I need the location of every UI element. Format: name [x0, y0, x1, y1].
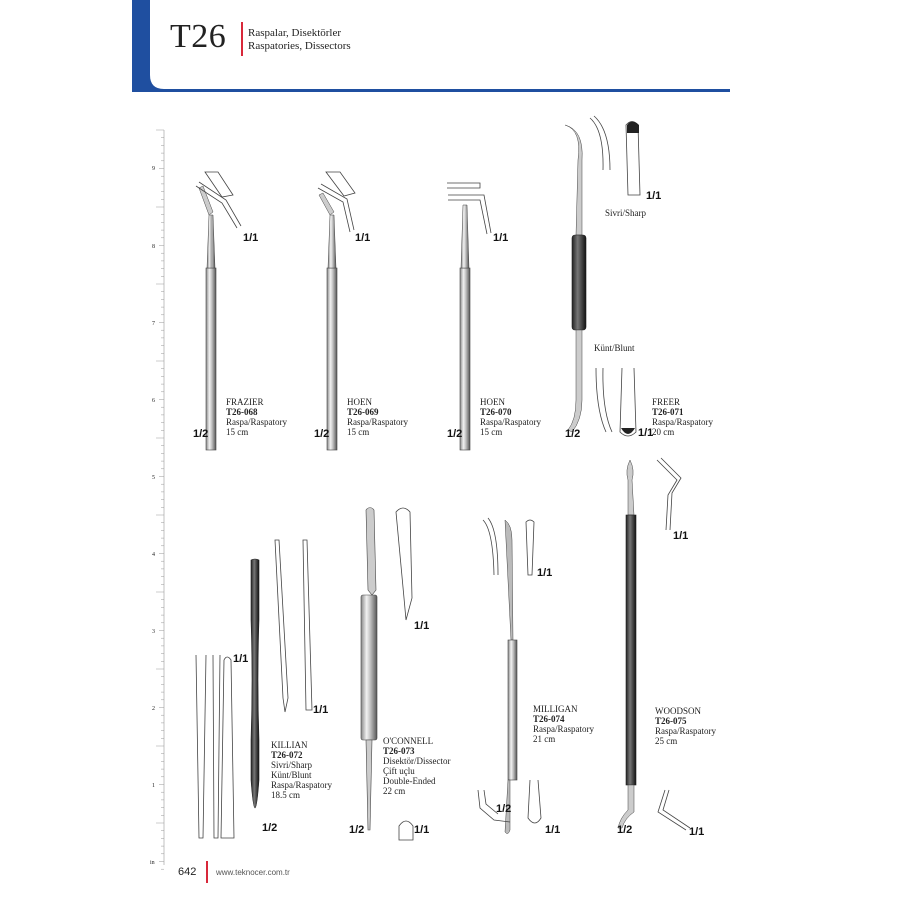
frazier-instrument	[199, 186, 216, 450]
product-name: HOEN	[480, 397, 505, 407]
killian-scale: 1/2	[262, 822, 278, 834]
product-length: 18.5 cm	[271, 790, 300, 800]
hoen-070-tip-detail	[447, 183, 491, 234]
freer-detail-scale: 1/1	[646, 190, 662, 202]
hoen-069-scale: 1/2	[314, 428, 330, 440]
product-name: WOODSON	[655, 706, 701, 716]
oconnell-detail-scale-1: 1/1	[414, 620, 430, 632]
killian-detail-scale-1: 1/1	[233, 653, 249, 665]
footer-divider	[206, 861, 208, 883]
product-length: 21 cm	[533, 734, 556, 744]
ruler-mark-4: 4	[152, 552, 155, 558]
oconnell-label	[383, 736, 451, 796]
footer-url[interactable]: www.teknocer.com.tr	[216, 868, 290, 877]
hoen-070-label	[480, 397, 541, 437]
product-name: KILLIAN	[271, 740, 308, 750]
frazier-detail-scale: 1/1	[243, 232, 259, 244]
product-line-3: Double-Ended	[383, 776, 436, 786]
product-length: 15 cm	[480, 427, 503, 437]
frazier-label	[226, 397, 287, 437]
freer-blunt-scale: 1/1	[638, 427, 654, 439]
product-length: 25 cm	[655, 736, 678, 746]
product-type: Raspa/Raspatory	[655, 726, 716, 736]
ruler-mark-1: 1	[152, 783, 155, 789]
product-type: Raspa/Raspatory	[480, 417, 541, 427]
page-number: 642	[178, 866, 197, 878]
frazier-scale: 1/2	[193, 428, 209, 440]
ruler-mark-9: 9	[152, 166, 155, 172]
woodson-tip-detail	[657, 458, 690, 830]
product-line-2: Künt/Blunt	[271, 770, 312, 780]
ruler-mark-in: in	[150, 860, 155, 866]
product-name: MILLIGAN	[533, 704, 578, 714]
product-code: T26-068	[226, 407, 258, 417]
section-code: T26	[170, 18, 227, 55]
oconnell-instrument	[361, 508, 377, 831]
milligan-detail-scale-1: 1/1	[537, 567, 553, 579]
milligan-scale: 1/2	[496, 803, 512, 815]
product-line-1: Disektör/Dissector	[383, 756, 451, 766]
freer-instrument	[565, 125, 586, 432]
milligan-detail-scale-2: 1/1	[545, 824, 561, 836]
product-name: O'CONNELL	[383, 736, 434, 746]
hoen-070-detail-scale: 1/1	[493, 232, 509, 244]
milligan-label	[533, 704, 594, 744]
ruler-mark-3: 3	[152, 629, 155, 635]
product-code: T26-069	[347, 407, 379, 417]
hoen-069-instrument	[319, 193, 337, 450]
killian-label	[271, 740, 332, 800]
product-length: 20 cm	[652, 427, 675, 437]
ruler-mark-6: 6	[152, 398, 155, 404]
product-name: HOEN	[347, 397, 372, 407]
hoen-070-scale: 1/2	[447, 428, 463, 440]
product-type: Raspa/Raspatory	[533, 724, 594, 734]
oconnell-detail-scale-2: 1/1	[414, 824, 430, 836]
product-name: FRAZIER	[226, 397, 264, 407]
product-length: 15 cm	[226, 427, 249, 437]
product-name: FREER	[652, 397, 681, 407]
product-type: Raspa/Raspatory	[347, 417, 408, 427]
product-code: T26-074	[533, 714, 565, 724]
product-type: Raspa/Raspatory	[271, 780, 332, 790]
ruler-mark-8: 8	[152, 244, 155, 250]
ruler-mark-7: 7	[152, 321, 155, 327]
woodson-scale: 1/2	[617, 824, 633, 836]
product-code: T26-073	[383, 746, 415, 756]
freer-blunt-tip	[621, 428, 635, 434]
product-code: T26-075	[655, 716, 687, 726]
freer-scale: 1/2	[565, 428, 581, 440]
milligan-instrument	[505, 520, 517, 834]
product-type: Raspa/Raspatory	[652, 417, 713, 427]
woodson-detail-scale-2: 1/1	[689, 826, 705, 838]
oconnell-scale: 1/2	[349, 824, 365, 836]
woodson-label	[655, 706, 716, 746]
section-title-tr: Raspalar, Disektörler	[248, 27, 342, 39]
ruler-mark-2: 2	[152, 706, 155, 712]
product-length: 22 cm	[383, 786, 406, 796]
killian-detail-scale-2: 1/1	[313, 704, 329, 716]
product-type: Raspa/Raspatory	[226, 417, 287, 427]
freer-sharp-note: Sivri/Sharp	[605, 208, 647, 218]
hoen-069-label	[347, 397, 408, 437]
section-title-en: Raspatories, Dissectors	[248, 40, 351, 52]
product-code: T26-070	[480, 407, 512, 417]
freer-blunt-detail	[596, 368, 636, 436]
woodson-instrument	[618, 460, 636, 828]
ruler-mark-5: 5	[152, 475, 155, 481]
frazier-tip-detail	[196, 172, 241, 228]
woodson-detail-scale-1: 1/1	[673, 530, 689, 542]
killian-instrument	[251, 559, 259, 808]
product-length: 15 cm	[347, 427, 370, 437]
freer-blade-tip	[627, 122, 639, 134]
product-line-2: Çift uçlu	[383, 766, 415, 776]
product-line-1: Sivri/Sharp	[271, 760, 313, 770]
hoen-070-instrument	[460, 205, 470, 450]
freer-label	[652, 397, 713, 437]
product-code: T26-071	[652, 407, 684, 417]
freer-blunt-note: Künt/Blunt	[594, 343, 635, 353]
hoen-069-detail-scale: 1/1	[355, 232, 371, 244]
product-code: T26-072	[271, 750, 303, 760]
